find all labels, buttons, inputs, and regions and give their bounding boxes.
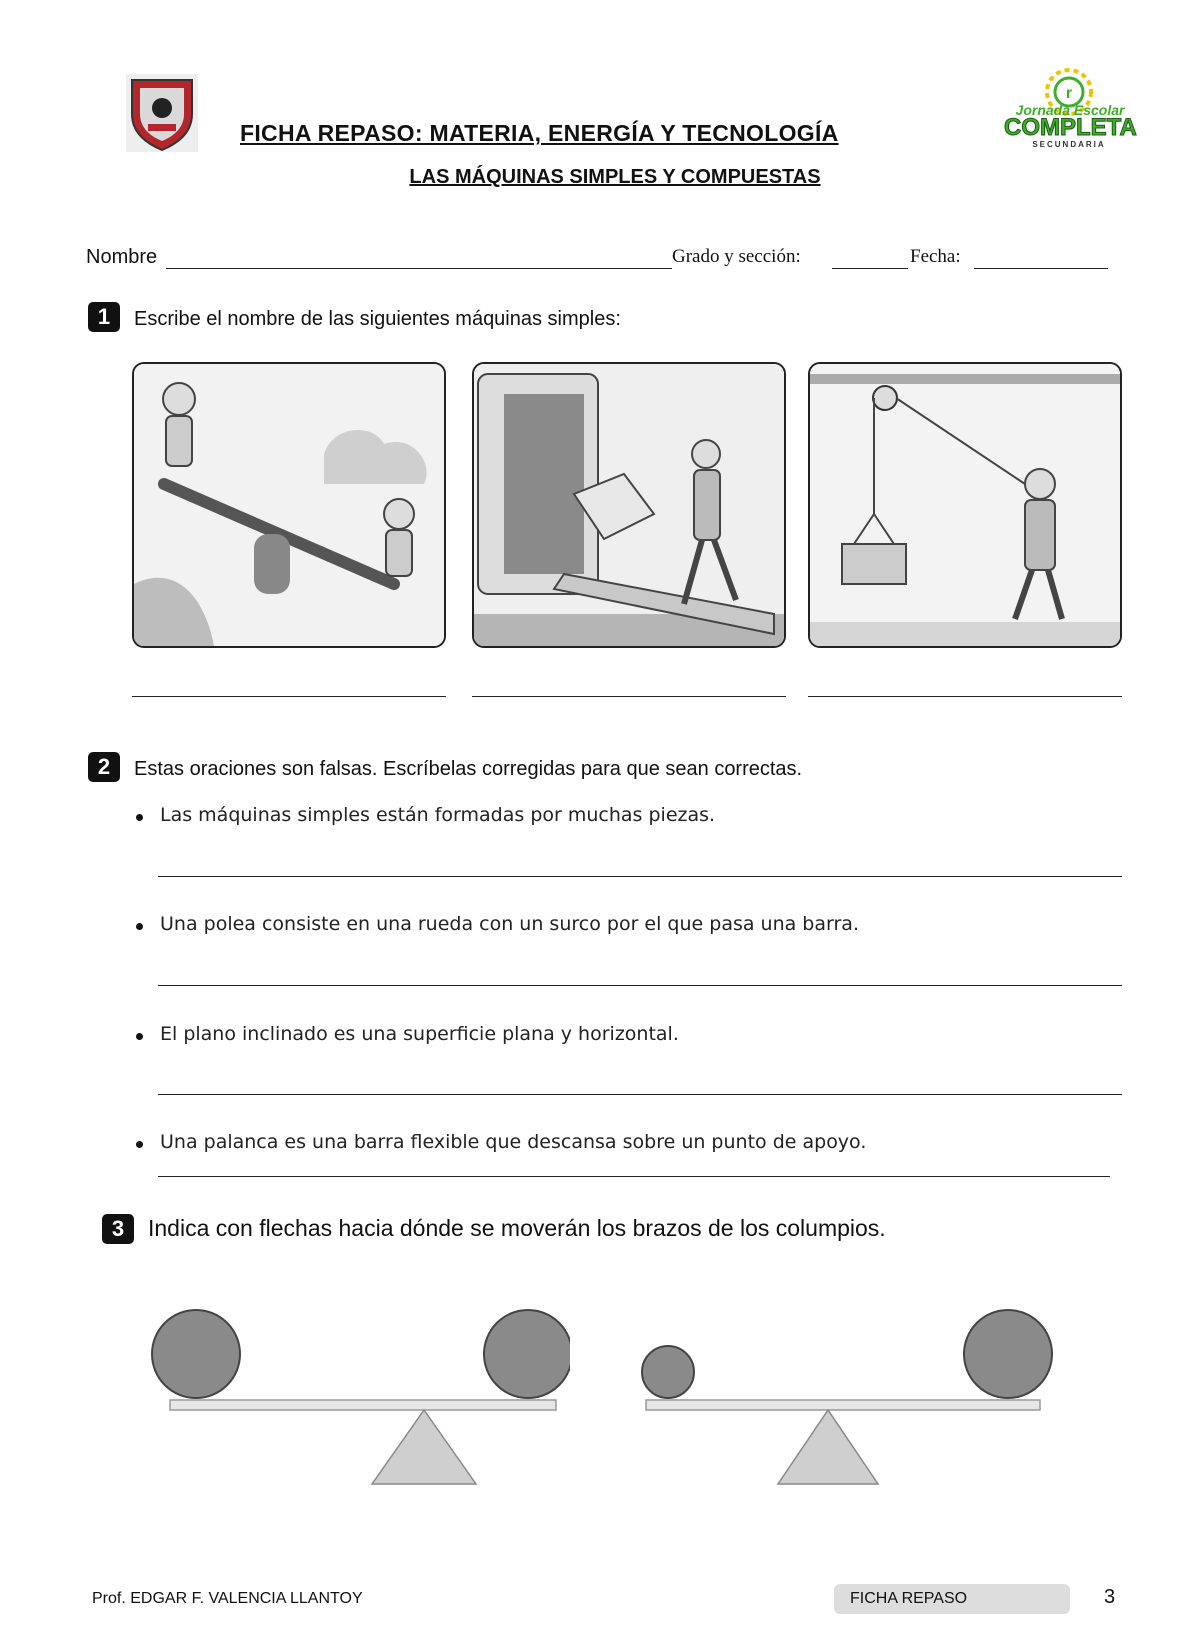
answer-line-2[interactable]	[472, 696, 786, 697]
date-label: Fecha:	[910, 246, 961, 267]
statement-3: El plano inclinado es una superficie plana y horizontal.	[160, 1023, 679, 1045]
statement-2: Una polea consiste en una rueda con un surco por el que pasa una barra.	[160, 913, 859, 935]
school-shield-logo	[126, 74, 198, 152]
grade-label: Grado y sección:	[672, 246, 801, 267]
correction-line-2[interactable]	[158, 985, 1122, 986]
logo-text-secundaria: SECUNDARIA	[1032, 140, 1106, 149]
footer-label-box	[834, 1584, 1070, 1614]
name-field[interactable]	[166, 268, 672, 269]
page-title: FICHA REPASO: MATERIA, ENERGÍA Y TECNOLOGÍA	[240, 120, 839, 146]
balance-diagram-left	[140, 1300, 570, 1500]
jornada-escolar-completa-logo	[1004, 62, 1137, 150]
balance-diagram-right	[636, 1300, 1066, 1500]
footer-label: FICHA REPASO	[850, 1590, 968, 1607]
bullet	[136, 1033, 143, 1040]
question-2-text: Estas oraciones son falsas. Escríbelas corregidas para que sean correctas.	[134, 758, 803, 780]
correction-line-4[interactable]	[158, 1176, 1110, 1177]
page-number: 3	[1104, 1586, 1116, 1608]
statement-1: Las máquinas simples están formadas por muchas piezas.	[160, 804, 716, 826]
page-subtitle: LAS MÁQUINAS SIMPLES Y COMPUESTAS	[409, 166, 821, 188]
name-label: Nombre	[86, 246, 158, 268]
logo-text-completa: COMPLETA	[1004, 114, 1137, 141]
seesaw-illustration	[132, 362, 446, 648]
correction-line-3[interactable]	[158, 1094, 1122, 1095]
logo-text-jornada: Jornada Escolar	[1015, 102, 1125, 118]
answer-line-3[interactable]	[808, 696, 1122, 697]
answer-line-1[interactable]	[132, 696, 446, 697]
date-field[interactable]	[974, 268, 1108, 269]
bullet	[136, 923, 143, 930]
svg-text:r: r	[1065, 85, 1073, 102]
question-1-text: Escribe el nombre de las siguientes máquinas simples:	[134, 308, 621, 330]
question-3-text: Indica con flechas hacia dónde se moverán los brazos de los columpios.	[148, 1215, 886, 1241]
question-2-number: 2	[88, 752, 120, 782]
pulley-illustration	[808, 362, 1122, 648]
question-1-number: 1	[88, 302, 120, 332]
bullet	[136, 814, 143, 821]
footer-author: Prof. EDGAR F. VALENCIA LLANTOY	[92, 1590, 363, 1607]
grade-field[interactable]	[832, 268, 908, 269]
correction-line-1[interactable]	[158, 876, 1122, 877]
question-3-number: 3	[102, 1214, 134, 1244]
inclined-plane-illustration	[472, 362, 786, 648]
bullet	[136, 1141, 143, 1148]
statement-4: Una palanca es una barra flexible que descansa sobre un punto de apoyo.	[160, 1131, 867, 1153]
